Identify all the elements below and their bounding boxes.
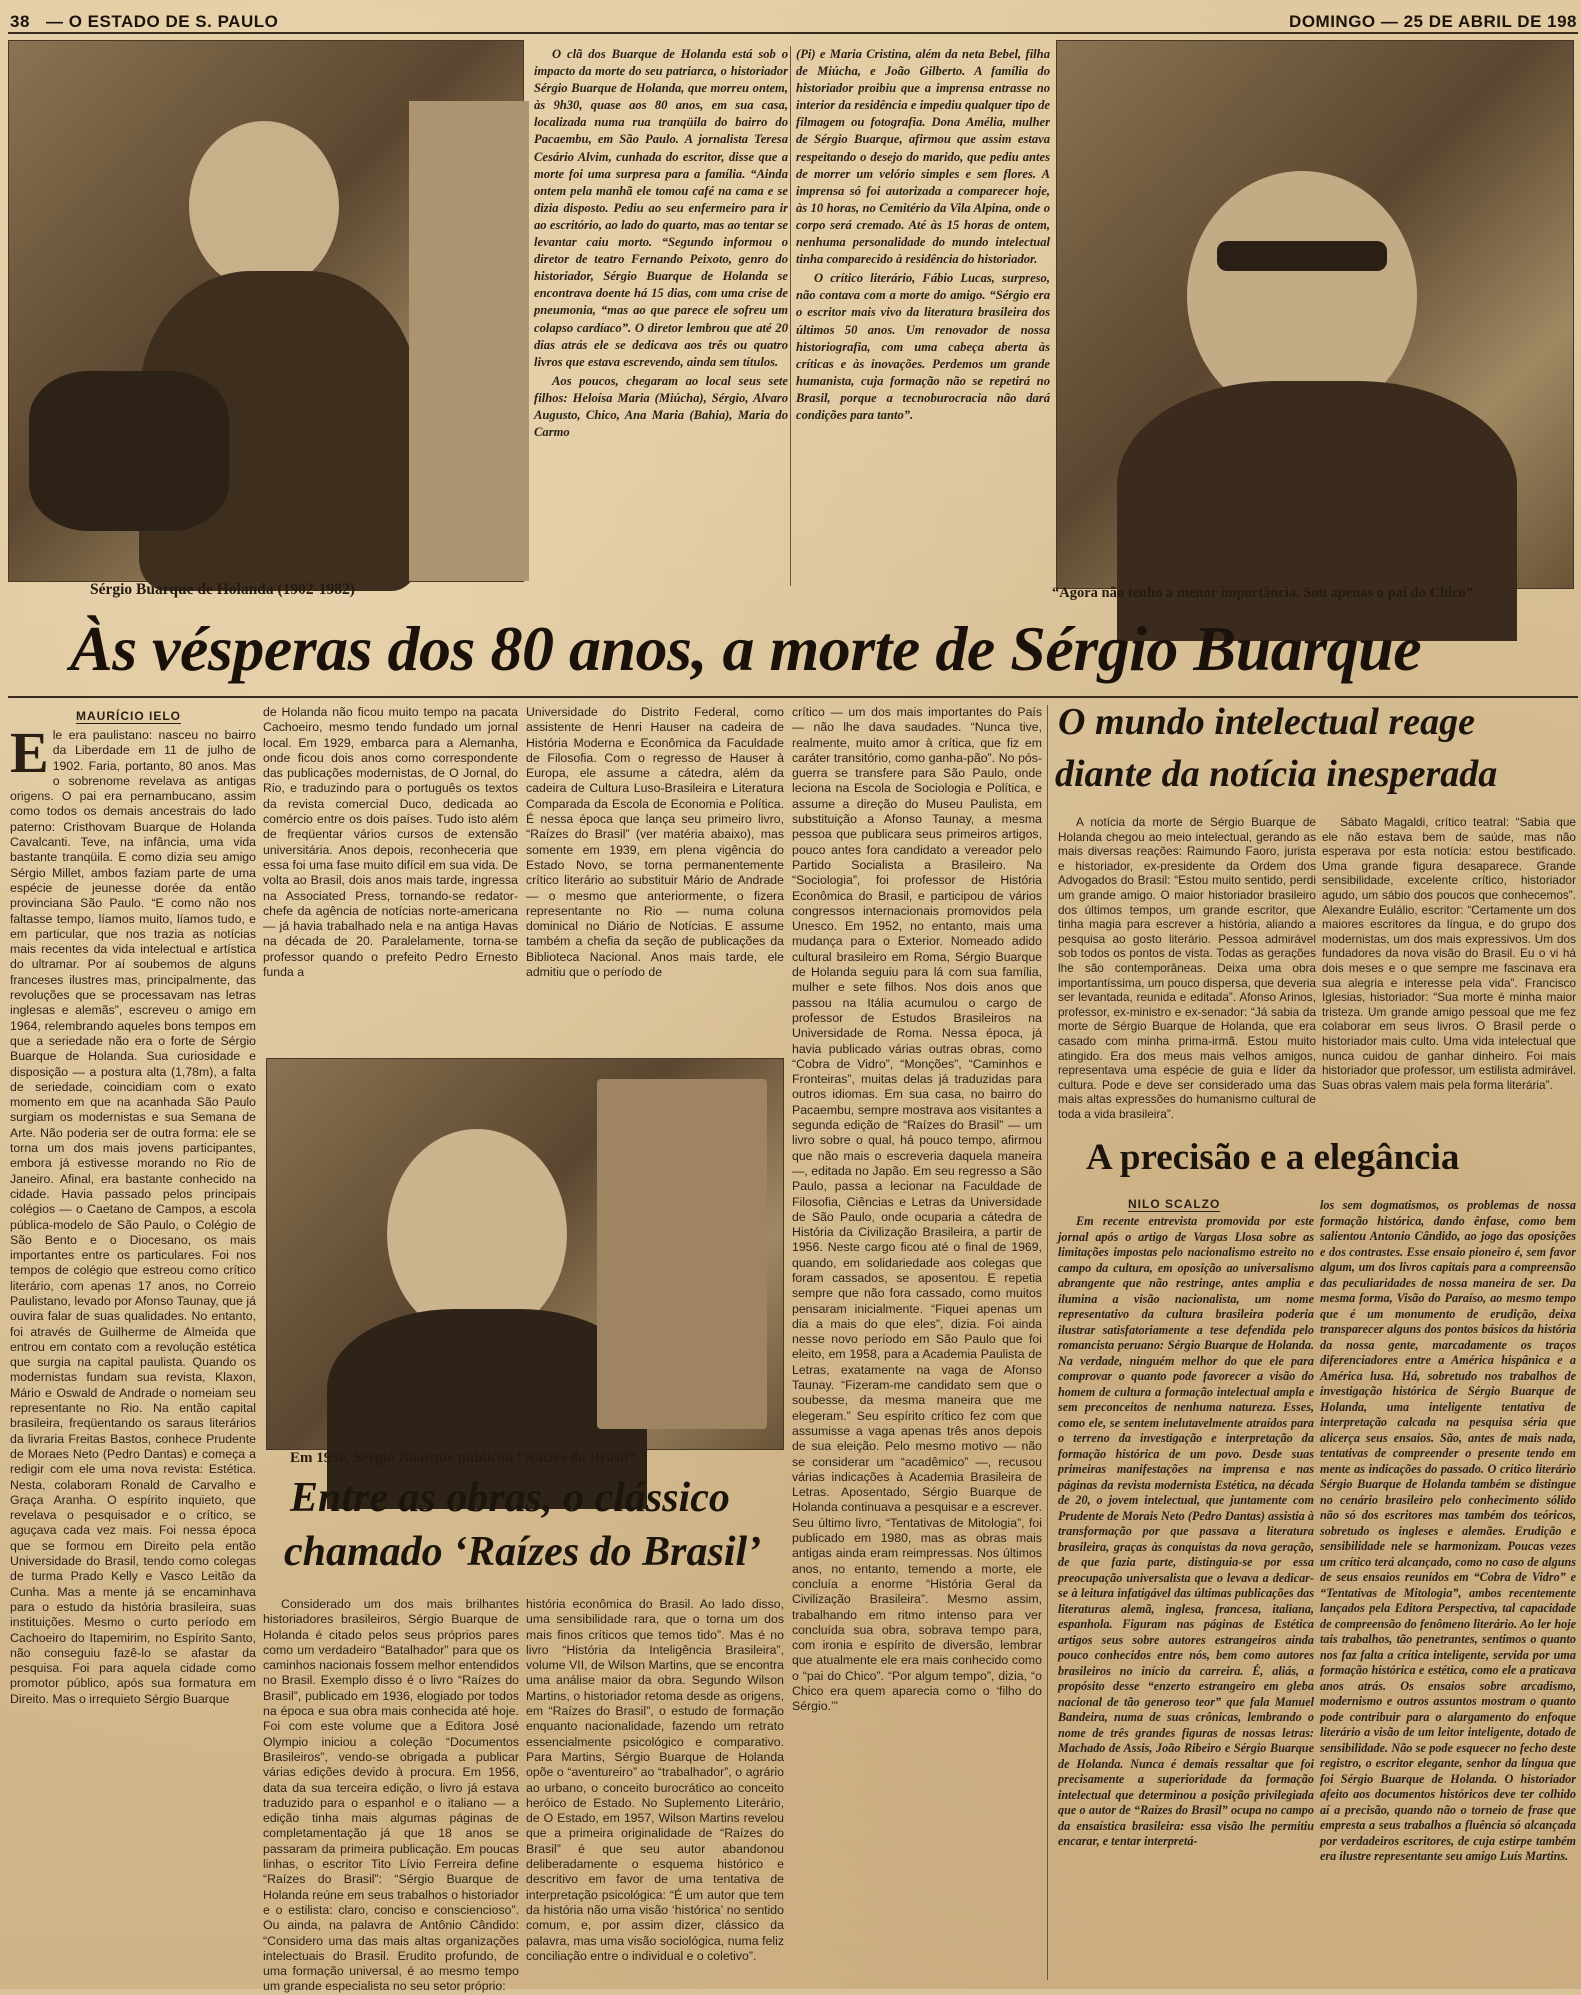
left-folio: — O ESTADO DE S. PAULO bbox=[46, 12, 279, 31]
main-column-1 bbox=[10, 720, 256, 1986]
lead-paragraph: O clã dos Buarque de Holanda está sob o impacto da morte do seu patriarca, o historiador Sérgio Buarque de Holanda, que morreu ontem, às 9h30, quase aos 80 anos, em sua casa, localizada numa rua tranqüila do bairro do Pacaembu, em São Paulo. A jornalista Teresa Cesário Alvim, cunhada do escritor, disse que a morte foi uma surpresa para a família. “Ainda ontem pela manhã ele tomou café na cama e se dizia disposto. Pediu ao seu enfermeiro para ir ao escritório, ao lado do quarto, mas ao tentar se levantar caiu morto. “Segundo informou o diretor de teatro Fernando Peixoto, genro do historiador, Sérgio Buarque de Holanda se encontrava doente há 15 dias, com uma crise de pneumonia, “mas ao que parece ele sofreu um colapso cardíaco”. O diretor lembrou que até 20 dias atrás ele se dedicava aos três ou quatro livros que estava escrevendo, ainda sem títulos. bbox=[534, 47, 788, 369]
lead-column-1 bbox=[534, 46, 788, 596]
portrait-photo-right bbox=[1056, 40, 1574, 589]
main-column-4 bbox=[792, 705, 1042, 1985]
reaction-column-1 bbox=[1058, 815, 1316, 1121]
classic-column-2 bbox=[526, 1597, 784, 1985]
reaction-text: A notícia da morte de Sérgio Buarque de Holanda chegou ao meio intelectual, gerando as mais diversas reações: Raimundo Faoro, jurista e historiador, ex-presidente da Ordem dos Advogados do Brasil: “Estou muito sentido, perdi um grande amigo. O maior historiador brasileiro dos últimos tempos, um grande escritor, que tinha magia para escrever a história, aliando a pesquisa ao gosto literário. Pessoa admirável sob todos os pontos de vista. Todas as gerações lhe são contemporâneas. Deixa uma obra importantíssima, um pouco dispersa, que deveria ser levantada, reunida e editada”. Afonso Arinos, professor, ex-ministro e ex-senador: “Já sabia da morte de Sérgio Buarque de Holanda, que era casado com minha prima-irmã. Estou muito atingido. Era dos meus mais velhos amigos, representava uma espécie de guia e líder da cultura. Pode e deve ser considerado uma das mais altas expressões do humanismo cultural de toda a vida brasileira”. bbox=[1058, 815, 1316, 1121]
precision-text: Em recente entrevista promovida por este jornal após o artigo de Vargas Llosa sobre as limitações impostas pelo nacionalismo estreito no campo da cultura, em oposição ao universalismo abrangente que não restringe, antes amplia e ilumina a visão nacionalista, um nome representativo da cultura brasileira poderia ilustrar satisfatoriamente a tese defendida pelo romancista peruano: Sérgio Buarque de Holanda. Na verdade, ninguém melhor do que ele para comprovar o quanto pode favorecer a visão do homem de cultura a formação intelectual ampla e sem preconceitos de nenhuma natureza. Esses, como ele, se sentem inelutavelmente atraídos para o terreno da investigação e interpretação da formação histórica de um povo. Desde suas primeiras manifestações na imprensa e nas páginas da revista modernista Estética, na década de 20, o jovem intelectual, que juntamente com Prudente de Morais Neto (Pedro Dantas) assistia à transformação por que passava a literatura brasileira, graças às conquistas da nova geração, de que fazia parte, distinguia-se por essa preocupação universalista que o levava a dedicar-se à leitura infatigável das últimas publicações das literaturas alemã, inglesa, francesa, italiana, espanhola. Figuram nas páginas de Estética artigos seus sobre autores estrangeiros ainda pouco conhecidos entre nós, bem como autores brasileiros no início da carreira. É, aliás, a propósito desse “enzerto estrangeiro em gleba nacional de tão generoso teor” que fala Manuel Bandeira, numa de suas crônicas, lembrando o nome de três grandes figuras de nossas letras: Machado de Assis, João Ribeiro e Sérgio Buarque de Holanda. Nunca é demais ressaltar que foi precisamente a superioridade da formação intelectual que determinou a posição privilegiada que o autor de “Raízes do Brasil” ocupa no campo da ensaística brasileira: essa visão lhe permitiu encarar, e tentar interpretá- bbox=[1058, 1214, 1314, 1848]
left-photo-caption: Sérgio Buarque de Holanda (1902-1982) bbox=[90, 581, 355, 598]
main-byline: MAURÍCIO IELO bbox=[76, 709, 181, 723]
precision-byline: NILO SCALZO bbox=[1128, 1197, 1221, 1211]
main-text: Universidade do Distrito Federal, como assistente de Henri Hauser na cadeira de História Moderna e Econômica da Faculdade de Filosofia. Com o regresso de Hauser à Europa, ele assume a cátedra, além da cadeira de Cultura Luso-Brasileira e Literatura Comparada da Escola de Economia e Política. É nessa época que lança seu primeiro livro, “Raízes do Brasil” (ver matéria abaixo), mas somente em 1939, em plena vigência do Estado Novo, se torna permanentemente crítico literário ao substituir Mário de Andrade — o mesmo que anteriormente, o fizera representante no Rio — numa coluna dominical no Diário de Notícias. E assume também a chefia da seção de publicações da Biblioteca Nacional. Anos mais tarde, ele admitiu que o período de bbox=[526, 705, 784, 980]
classic-heading-line-2: chamado ‘Raízes do Brasil’ bbox=[284, 1529, 762, 1575]
classic-text: história econômica do Brasil. Ao lado disso, uma sensibilidade rara, que o torna um dos mais finos críticos que temos tido”. Mas é no livro “História da Inteligência Brasileira”, volume VII, de Wilson Martins, que se encontra uma análise maior da obra. Segundo Wilson Martins, o historiador retoma desde as origens, em “Raízes do Brasil”, o estudo de formação enquanto nacionalidade, fazendo um retrato essencialmente psicológico e comparativo. Para Martins, Sérgio Buarque de Holanda opõe o “aventureiro” ao “trabalhador”, o agrário ao urbano, o conceito burocrático ao conceito heróico de Estado. No Suplemento Literário, de O Estado, em 1957, Wilson Martins revelou que a primeira originalidade de “Raízes do Brasil” é que seu autor abandonou deliberadamente o esquema histórico e descritivo em favor de uma tentativa de interpretação psicológica: “É um autor que tem da história não uma visão ‘histórica’ no sentido comum, e, por assim dizer, clássico da palavra, mas uma visão sociológica, numa feliz conciliação entre o individual e o coletivo”. bbox=[526, 1597, 784, 1963]
classic-heading-line-1: Entre as obras, o clássico bbox=[290, 1475, 730, 1521]
headline-rule bbox=[8, 696, 1578, 698]
column-divider bbox=[790, 46, 791, 586]
reaction-column-2 bbox=[1322, 815, 1576, 1115]
right-photo-caption: “Agora não tenho a menor importância. Sou apenas o pai do Chico” bbox=[1052, 585, 1474, 601]
main-text: crítico — um dos mais importantes do País — não lhe dava saudades. “Nunca tive, realmente, muito amor à crítica, que fiz em caráter transitório, como ganha-pão”. No pós-guerra se transfere para São Paulo, onde leciona na Escola de Sociologia e Política, e assume a direção do Museu Paulista, em substituição a Afonso Taunay, a mesma pessoa que publicara seus primeiros artigos, pouco antes fora candidato a vereador pelo Partido Socialista a Brasileiro. Na “Sociologia”, foi professor de História Econômica do Brasil, e participou de vários congressos internacionais promovidos pela Unesco. Em 1952, no entanto, mais uma mudança para o Exterior. Nomeado adido cultural brasileiro em Roma, Sérgio Buarque de Holanda seguiu para lá com sua família, mulher e sete filhos. Nos dois anos que passou na Itália acumulou o cargo de professor de Estudos Brasileiros na Universidade de Roma. Nessa época, já havia publicado várias outras obras, como “Cobra de Vidro”, “Monções”, “Caminhos e Fronteiras”, muitas delas já traduzidas para outros idiomas. Em sua casa, no bairro do Pacaembu, sempre mostrava aos visitantes a segunda edição de “Raízes do Brasil” — um livro sobre o qual, há pouco tempo, afirmou que não mais o escreveria daquela maneira —, editada no Japão. Em seu regresso a São Paulo, passa a lecionar na Faculdade de Filosofia, Ciências e Letras da Universidade de São Paulo, onde ocuparia a cátedra de História da Civilização Brasileira, a partir de 1956. Neste cargo ficou até o final de 1969, quando, em solidariedade aos colegas que foram cassados, se aposentou. E repetia sempre que não fora cassado, como muitos pensaram inicialmente. “Fiquei apenas um dia a mais do que eles”, dizia. Foi ainda nesse novo período em São Paulo que foi eleito, em 1958, para a Academia Paulista de Letras, exatamente na vaga de Afonso Taunay. “Fizeram-me candidato sem que o soubesse, da mesma maneira que me elegeram.” Seu espírito crítico fez com que assumisse a vaga apenas três anos depois de sua eleição. Pelo mesmo motivo — não se considerar um “acadêmico” —, recusou várias indicações à Academia Brasileira de Letras. Aposentado, Sérgio Buarque de Holanda continuava a pesquisar e a escrever. Seu último livro, “Tentativas de Mitologia”, foi publicado em 1980, mas as obras mais antigas ainda eram reimpressas. Nos últimos anos, no entanto, temendo a morte, ele concluía a enorme “História Geral da Civilização Brasileira”. Mesmo assim, trabalhando em ritmo intenso para ver concluída sua obra, sobrava tempo para, com ironia e espírito de diversão, lembrar que atualmente ele era mais conhecido como o “pai do Chico”. “Por algum tempo”, dizia, “o Chico era quem aparecia como o ‘filho do Sérgio.’” bbox=[792, 705, 1042, 1714]
precision-text: los sem dogmatismos, os problemas de nossa formação histórica, dando ênfase, como bem salientou Antonio Cândido, ao jogo das oposições e dos contrastes. Esse ensaio pioneiro é, sem favor algum, um dos livros capitais para a compreensão das peculiaridades de nossa maneira de ser. Da mesma forma, Visão do Paraíso, ao mesmo tempo que é um monumento de erudição, deixa transparecer alguns dos pontos básicos da história da nossa gente, marcadamente os traços diferenciadores entre a América hispânica e a América lusa. Há, sobretudo nos trabalhos de investigação histórica de Sérgio Buarque de Holanda, uma inteligente tentativa de interpretação calcada na pesquisa séria que alicerça seus ensaios. São, antes de mais nada, tentativas de compreender o presente tendo em mente as indicações do passado. O crítico literário Sérgio Buarque de Holanda também se distingue no cenário brasileiro pelo conhecimento sólido não só dos escritores mas também dos teóricos, sobretudo os ingleses e alemães. Erudição e sensibilidade nele se harmonizam. Poucas vezes um crítico terá alcançado, como no caso de alguns de seus ensaios reunidos em “Cobra de Vidro” e “Tentativas de Mitologia”, ambos recentemente lançados pela Editora Perspectiva, tal capacidade de compreensão do fenômeno literário. Ao ler hoje tais trabalhos, tão penetrantes, sentimos o quanto nos faz falta a crítica inteligente, servida por uma formação histórica e estética, como ele a praticava anos atrás. Os ensaios sobre arcadismo, modernismo e outros assuntos mostram o quanto pode contribuir para o alargamento do enfoque literário a visão de um leitor inteligente, dotado de sensibilidade. Não se pode esquecer no fecho deste registro, o escritor elegante, senhor da língua que foi Sérgio Buarque de Holanda. O historiador afeito aos documentos históricos deve ter colhido aí a precisão, quando não o torneio de frase que empresta a seus trabalhos a fluência só alcançada por verdadeiros escritores, de cuja estirpe também era ilustre representante seu amigo Luís Martins. bbox=[1320, 1198, 1576, 1863]
masthead-rule bbox=[8, 32, 1578, 34]
portrait-photo-middle bbox=[266, 1058, 784, 1450]
lead-paragraph: (Pi) e Maria Cristina, além da neta Bebel, filha de Miúcha, e João Gilberto. A família do historiador proibiu que a imprensa entrasse no interior da residência e impediu qualquer tipo de filmagem ou fotografia. Dona Amélia, mulher de Sérgio Buarque, afirmou que assim estava respeitando o desejo do marido, que pediu antes de morrer um velório simples e sem flores. A imprensa só foi autorizada a comparecer hoje, às 10 horas, no Cemitério da Vila Alpina, onde o corpo será cremado. Até às 15 horas de ontem, nenhuma personalidade do mundo intelectual tinha comparecido à residência do historiador. bbox=[796, 47, 1050, 267]
classic-column-1 bbox=[263, 1597, 519, 1994]
main-text: de Holanda não ficou muito tempo na pacata Cachoeiro, mesmo tendo fundado um jornal local. Em 1929, embarca para a Alemanha, onde ficou dois anos como correspondente das publicações modernistas, de O Jornal, do Rio, e traduzindo para o português os textos da revista comercial Duco, dedicada ao comércio entre os dois países. Tudo isto além de freqüentar vários cursos de extensão universitária. Anos depois, reconheceria que essa foi uma fase muito difícil em sua vida. De volta ao Brasil, dois anos mais tarde, ingressa na Associated Press, tornando-se redator-chefe da agência de notícias norte-americana — já havia trabalhado nela e na antiga Havas na década de 20. Paralelamente, torna-se professor quando o prefeito Pedro Ernesto funda a bbox=[263, 705, 518, 980]
precision-column-2 bbox=[1320, 1198, 1576, 1986]
main-column-2 bbox=[263, 705, 518, 1050]
main-headline: Às vésperas dos 80 anos, a morte de Sérgio Buarque bbox=[70, 613, 1422, 684]
reaction-heading-line-2: diante da notícia inesperada bbox=[1055, 753, 1498, 795]
column-divider bbox=[1047, 705, 1048, 1980]
lead-paragraph: Aos poucos, chegaram ao local seus sete filhos: Heloísa Maria (Miúcha), Sérgio, Alvaro Augusto, Chico, Ana Maria (Bahia), Maria do Carmo bbox=[534, 373, 788, 440]
reaction-heading-line-1: O mundo intelectual reage bbox=[1058, 701, 1475, 743]
lead-paragraph: O crítico literário, Fábio Lucas, surpreso, não contava com a morte do amigo. “Sérgio era o escritor mais vivo da literatura brasileira dos últimos 50 anos. Um renovador de nossa historiografia, com uma cabeça aberta às críticas e às inovações. Perdemos um grande humanista, cuja formação não se repetirá no Brasil, porque a tecnoburocracia não dará condições para tanto”. bbox=[796, 271, 1050, 422]
portrait-photo-left bbox=[8, 40, 524, 582]
precision-column-1 bbox=[1058, 1214, 1314, 1986]
main-text: le era paulistano: nasceu no bairro da Liberdade em 11 de julho de 1902. Faria, portanto, 80 anos. Mas o sobrenome revelava as antigas origens. O pai era pernambucano, assim como todos os demais ancestrais do lado paterno: Cristhovam Buarque de Holanda Cavalcanti. Teve, na infância, uma vida bastante tranqüila. E como dizia seu amigo Sérgio Millet, ambos faziam parte de uma espécie de jeunesse dorée da então provinciana São Paulo. “E como não nos faltasse tempo, líamos muito, líamos tudo, e em particular, que nos trazia as notícias mais recentes da vida intelectual e artística do ultramar. Por aí soubemos de alguns franceses ilustres mas, principalmente, das revoluções que se processavam nas letras inglesas e alemãs”, escreveu o amigo em 1964, relembrando aqueles bons tempos em que a seriedade não era o forte de Sérgio Buarque de Holanda. Sua curiosidade e disposição — a postura alta (1,78m), a falta de seriedade, coincidiam com o exato momento em que na acanhada São Paulo surgiam os modernistas e sua Semana de Arte. Não poderia ser de outra forma: ele se torna um dos mais jovens participantes, embora já estivesse morando no Rio de Janeiro. Afinal, era bastante conhecido na cidade. Havia passado pelos principais colégios — o Caetano de Campos, a escola pública-modelo de São Paulo, o Colégio de São Bento e o Diocesano, os mais importantes entre os particulares. Foi nos tempos de colégio que estreou como crítico literário, com apenas 17 anos, no Correio Paulistano, levado por Afonso Taunay, que já ouvira falar de suas qualidades. No entanto, foi através de Guilherme de Almeida que entrou em contato com a revolução estética que surgia na capital paulista. Quando os modernistas fundam sua revista, Klaxon, Mário e Oswald de Andrade o nomeiam seu representante no Rio. Na então capital brasileira, freqüentando os saraus literários da livraria Freitas Bastos, conhece Prudente de Moraes Neto (Pedro Dantas) e começa a redigir com ele uma nova revista: Estética. Nesta, colaboram Ronald de Carvalho e Graça Aranha. O espírito inquieto, que revelava o pesquisador e o crítico, se aguçava cada vez mais. Foi nessa época que se formou em Direito pela então Universidade do Brasil, tendo como colegas de turma Prado Kelly e Vasco Leitão da Cunha. Mas a mente já se encaminhava para o estudo da história brasileira, suas instituições. Mesmo o curto período em Cachoeiro do Itapemirim, no Espírito Santo, não conseguiu fazê-lo se afastar da pesquisa. Foi para aquela cidade como promotor público, após sua formatura em Direito. Mas o irrequieto Sérgio Buarque bbox=[10, 728, 256, 1706]
right-folio: DOMINGO — 25 DE ABRIL DE 198 bbox=[1289, 12, 1577, 31]
middle-photo-caption: Em 1936, Sérgio Buarque publicou “Raízes do Brasil” bbox=[290, 1450, 636, 1466]
precision-heading: A precisão e a elegância bbox=[1086, 1137, 1460, 1178]
lead-column-2 bbox=[796, 46, 1050, 596]
page-number: 38 bbox=[10, 12, 30, 31]
reaction-text: Sábato Magaldi, crítico teatral: “Sabia que ele não estava bem de saúde, mas não esperava por esta notícia: estou bestificado. Uma grande figura desaparece. Grande sensibilidade, excelente crítico, historiador agudo, um sábio dos poucos que conhecemos”. Alexandre Eulálio, escritor: “Certamente um dos maiores escritores da língua, e do grupo dos modernistas, um dos mais expressivos. Um dos fundadores da nova visão do Brasil. Eu o vi há dois meses e o que sempre me fascinava era sua alegria e interesse pela vida”. Francisco Iglesias, historiador: “Sua morte é minha maior tristeza. Um grande amigo pessoal que me fez colaborar em seus livros. O Brasil perde o historiador mais culto. Uma vida intelectual que nunca cuidou de ganhar dinheiro. Foi mais historiador que professor, um estilista admirável. Suas obras valem mais pela forma literária”. bbox=[1322, 815, 1576, 1092]
classic-text: Considerado um dos mais brilhantes historiadores brasileiros, Sérgio Buarque de Holanda é citado pelos seus próprios pares como um verdadeiro “Batalhador” para que os caminhos nacionais fossem melhor entendidos no Brasil. Exemplo disso é o livro “Raízes do Brasil”, publicado em 1936, elogiado por todos na época e sua obra mais conhecida até hoje. Foi com este volume que a Editora José Olympio iniciou a coleção “Documentos Brasileiros”, vendo-se obrigada a publicar várias edições devido à procura. Em 1956, data da sua terceira edição, o livro já estava traduzido para o espanhol e o italiano — a edição tinha mais algumas páginas de completamentação já que 18 anos se passaram da primeira publicação. Em poucas linhas, o escritor Tito Lívio Ferreira define “Raízes do Brasil”: “Sérgio Buarque de Holanda reúne em seus trabalhos o historiador e o estilista: claro, conciso e consciencioso”. Ou ainda, na palavra de Antônio Cândido: “Considero uma das mais altas organizações intelectuais do Brasil. Erudito profundo, de uma formação universal, é ao mesmo tempo um grande especialista no seu setor próprio: bbox=[263, 1597, 519, 1994]
main-column-3 bbox=[526, 705, 784, 1050]
drop-cap: E bbox=[10, 720, 49, 785]
